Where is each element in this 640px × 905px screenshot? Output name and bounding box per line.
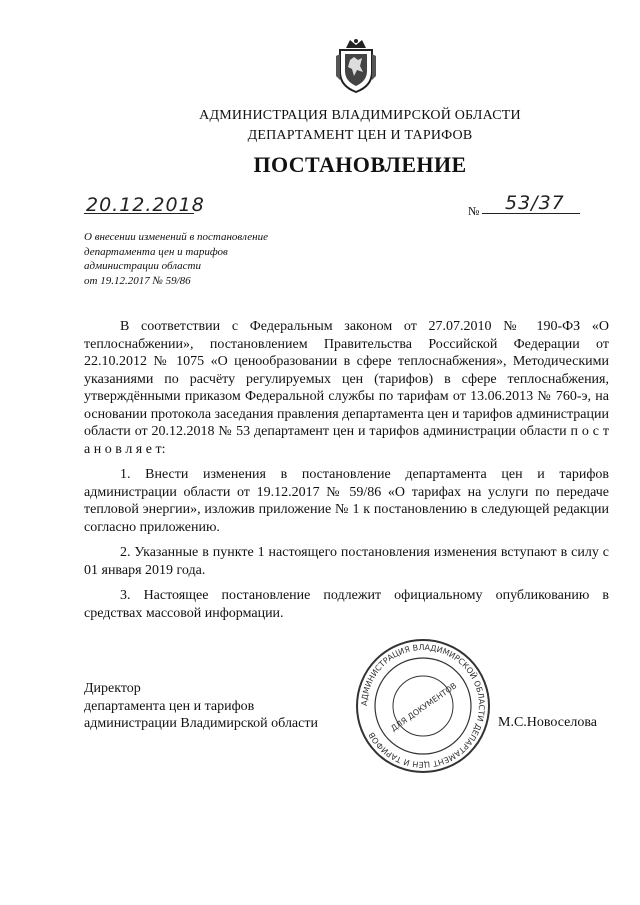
subject-line: О внесении изменений в постановление xyxy=(84,231,268,243)
signer-title: Директор xyxy=(84,681,141,696)
signer-department: департамента цен и тарифов xyxy=(84,698,255,714)
subject-line: департамента цен и тарифов xyxy=(84,245,228,258)
subject-line: от 19.12.2017 № 59/86 xyxy=(84,274,191,287)
number-sign: № xyxy=(468,204,480,218)
subject-line: администрации области xyxy=(84,260,201,272)
stamp-center-text: ДЛЯ ДОКУМЕНТОВ xyxy=(389,681,459,734)
body-paragraph: В соответствии с Федеральным законом от 27.07.2010 № 190-ФЗ «О теплоснабжении», постановлением Правительства Российской Федерации от 22.10.2012 № 1075 «О ценообразовании в сфере теплоснабжения», Методическими указаниями по расчёту регулируемых цен (тарифов) в сфере теплоснабжения, утверждёнными приказом Федеральной службы по тарифам от 13.06.2013 № 760-э, на основании протокола заседания правления департамента цен и тарифов администрации области от 20.12.2018 № 53 департамент цен и тарифов администрации области п о с т а н о в л я е т: xyxy=(84,319,609,457)
body-paragraph: 2. Указанные в пункте 1 настоящего постановления изменения вступают в силу с 01 января 2019 года. xyxy=(84,545,609,578)
body-paragraph: 3. Настоящее постановление подлежит официальному опубликованию в средствах массовой информации. xyxy=(84,588,609,621)
document-number: 53/37 xyxy=(505,192,565,214)
body-paragraph: 1. Внести изменения в постановление департамента цен и тарифов администрации области от 19.12.2017 № 59/86 «О тарифах на услуги по передаче тепловой энергии», изложив приложение № 1 к постановлению в следующей редакции согласно приложению. xyxy=(84,467,609,535)
subject-block xyxy=(84,230,314,288)
date-underline xyxy=(84,213,194,214)
signature-block xyxy=(84,680,318,733)
organization-name: АДМИНИСТРАЦИЯ ВЛАДИМИРСКОЙ ОБЛАСТИ xyxy=(199,108,521,123)
number-underline xyxy=(482,213,580,214)
document-title: ПОСТАНОВЛЕНИЕ xyxy=(253,152,467,177)
stamp-outer-text: АДМИНИСТРАЦИЯ ВЛАДИМИРСКОЙ ОБЛАСТИ ДЕПАРТАМЕНТ ЦЕН И ТАРИФОВ xyxy=(359,642,487,770)
signer-name: М.С.Новоселова xyxy=(498,715,597,730)
official-stamp xyxy=(353,636,493,776)
document-body xyxy=(84,318,609,630)
department-name: ДЕПАРТАМЕНТ ЦЕН И ТАРИФОВ xyxy=(247,128,473,143)
document-date: 20.12.2018 xyxy=(86,194,205,216)
coat-of-arms-icon xyxy=(332,36,380,94)
signer-organization: администрации Владимирской области xyxy=(84,716,318,731)
